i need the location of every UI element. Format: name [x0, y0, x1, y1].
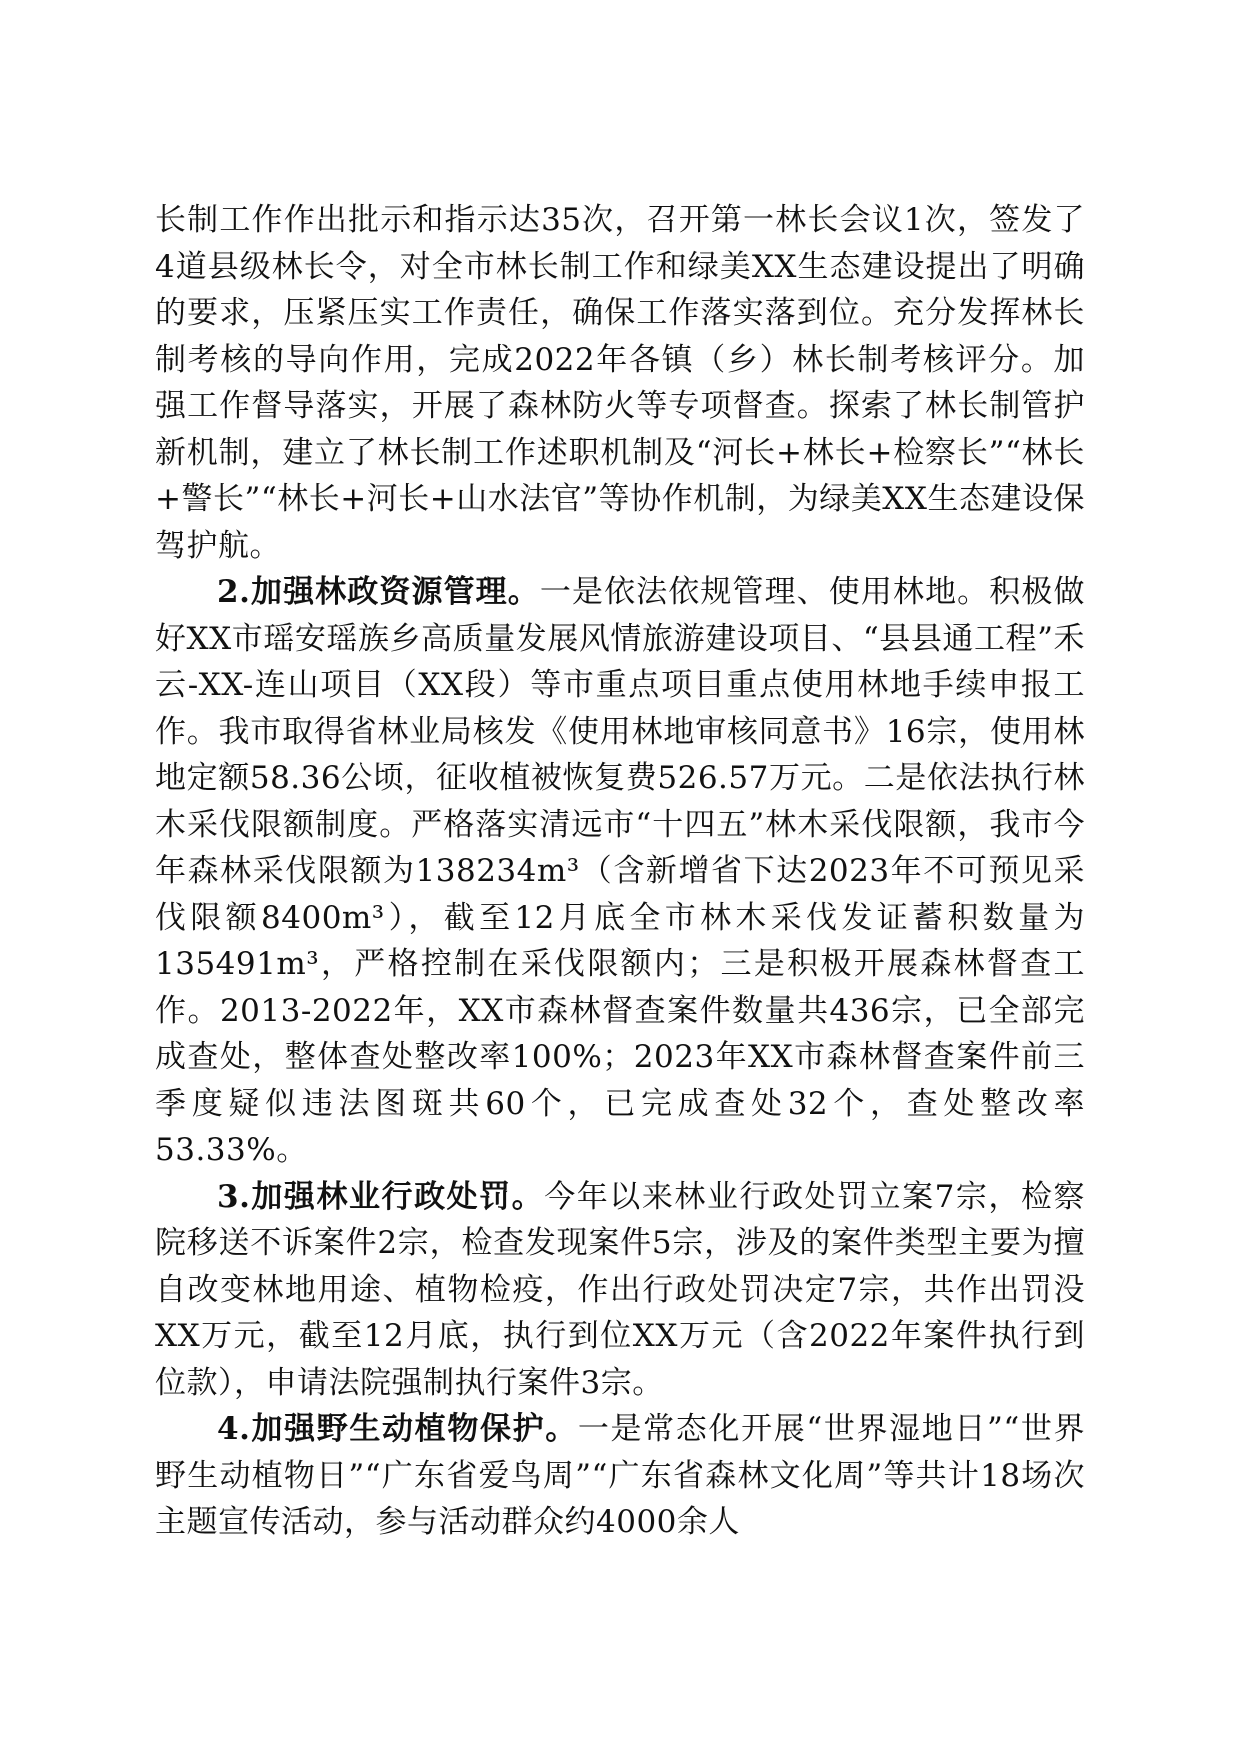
paragraph-text: 今年以来林业行政处罚立案7宗，检察院移送不诉案件2宗，检查发现案件5宗，涉及的案件类型主要为擅自改变林地用途、植物检疫，作出行政处罚决定7宗，共作出罚没XX万元，截至12月底，执行到位XX万元（含2022年案件执行到位款），申请法院强制执行案件3宗。 — [155, 1178, 1085, 1401]
paragraph-wildlife-protection — [155, 1406, 1085, 1546]
paragraph-text: 长制工作作出批示和指示达35次，召开第一林长会议1次，签发了4道县级林长令，对全市林长制工作和绿美XX生态建设提出了明确的要求，压紧压实工作责任，确保工作落实落到位。充分发挥林长制考核的导向作用，完成2022年各镇（乡）林长制考核评分。加强工作督导落实，开展了森林防火等专项督查。探索了林长制管护新机制，建立了林长制工作述职机制及“河长+林长+检察长”“林长+警长”“林长+河长+山水法官”等协作机制，为绿美XX生态建设保驾护航。 — [155, 202, 1085, 564]
paragraph-administrative-penalty — [155, 1174, 1085, 1407]
paragraph-text: 一是常态化开展“世界湿地日”“世界野生动植物日”“广东省爱鸟周”“广东省森林文化周”等共计18场次主题宣传活动，参与活动群众约4000余人 — [155, 1411, 1085, 1540]
paragraph-forest-chief-system — [155, 197, 1085, 569]
section-heading: 4.加强野生动植物保护。 — [217, 1411, 578, 1447]
section-heading: 3.加强林业行政处罚。 — [217, 1178, 545, 1215]
document-body — [155, 197, 1085, 1546]
paragraph-forestry-resource-management — [155, 569, 1085, 1174]
paragraph-text: 一是依法依规管理、使用林地。积极做好XX市瑶安瑶族乡高质量发展风情旅游建设项目、“县县通工程”禾云-XX-连山项目（XX段）等市重点项目重点使用林地手续申报工作。我市取得省林业局核发《使用林地审核同意书》16宗，使用林地定额58.36公顷，征收植被恢复费526.57万元。二是依法执行林木采伐限额制度。严格落实清远市“十四五”林木采伐限额，我市今年森林采伐限额为138234m³（含新增省下达2023年不可预见采伐限额8400m³），截至12月底全市林木采伐发证蓄积数量为135491m³，严格控制在采伐限额内；三是积极开展森林督查工作。2013-2022年，XX市森林督查案件数量共436宗，已全部完成查处，整体查处整改率100%；2023年XX市森林督查案件前三季度疑似违法图斑共60个，已完成查处32个，查处整改率53.33%。 — [155, 574, 1085, 1168]
section-heading: 2.加强林政资源管理。 — [217, 574, 540, 610]
